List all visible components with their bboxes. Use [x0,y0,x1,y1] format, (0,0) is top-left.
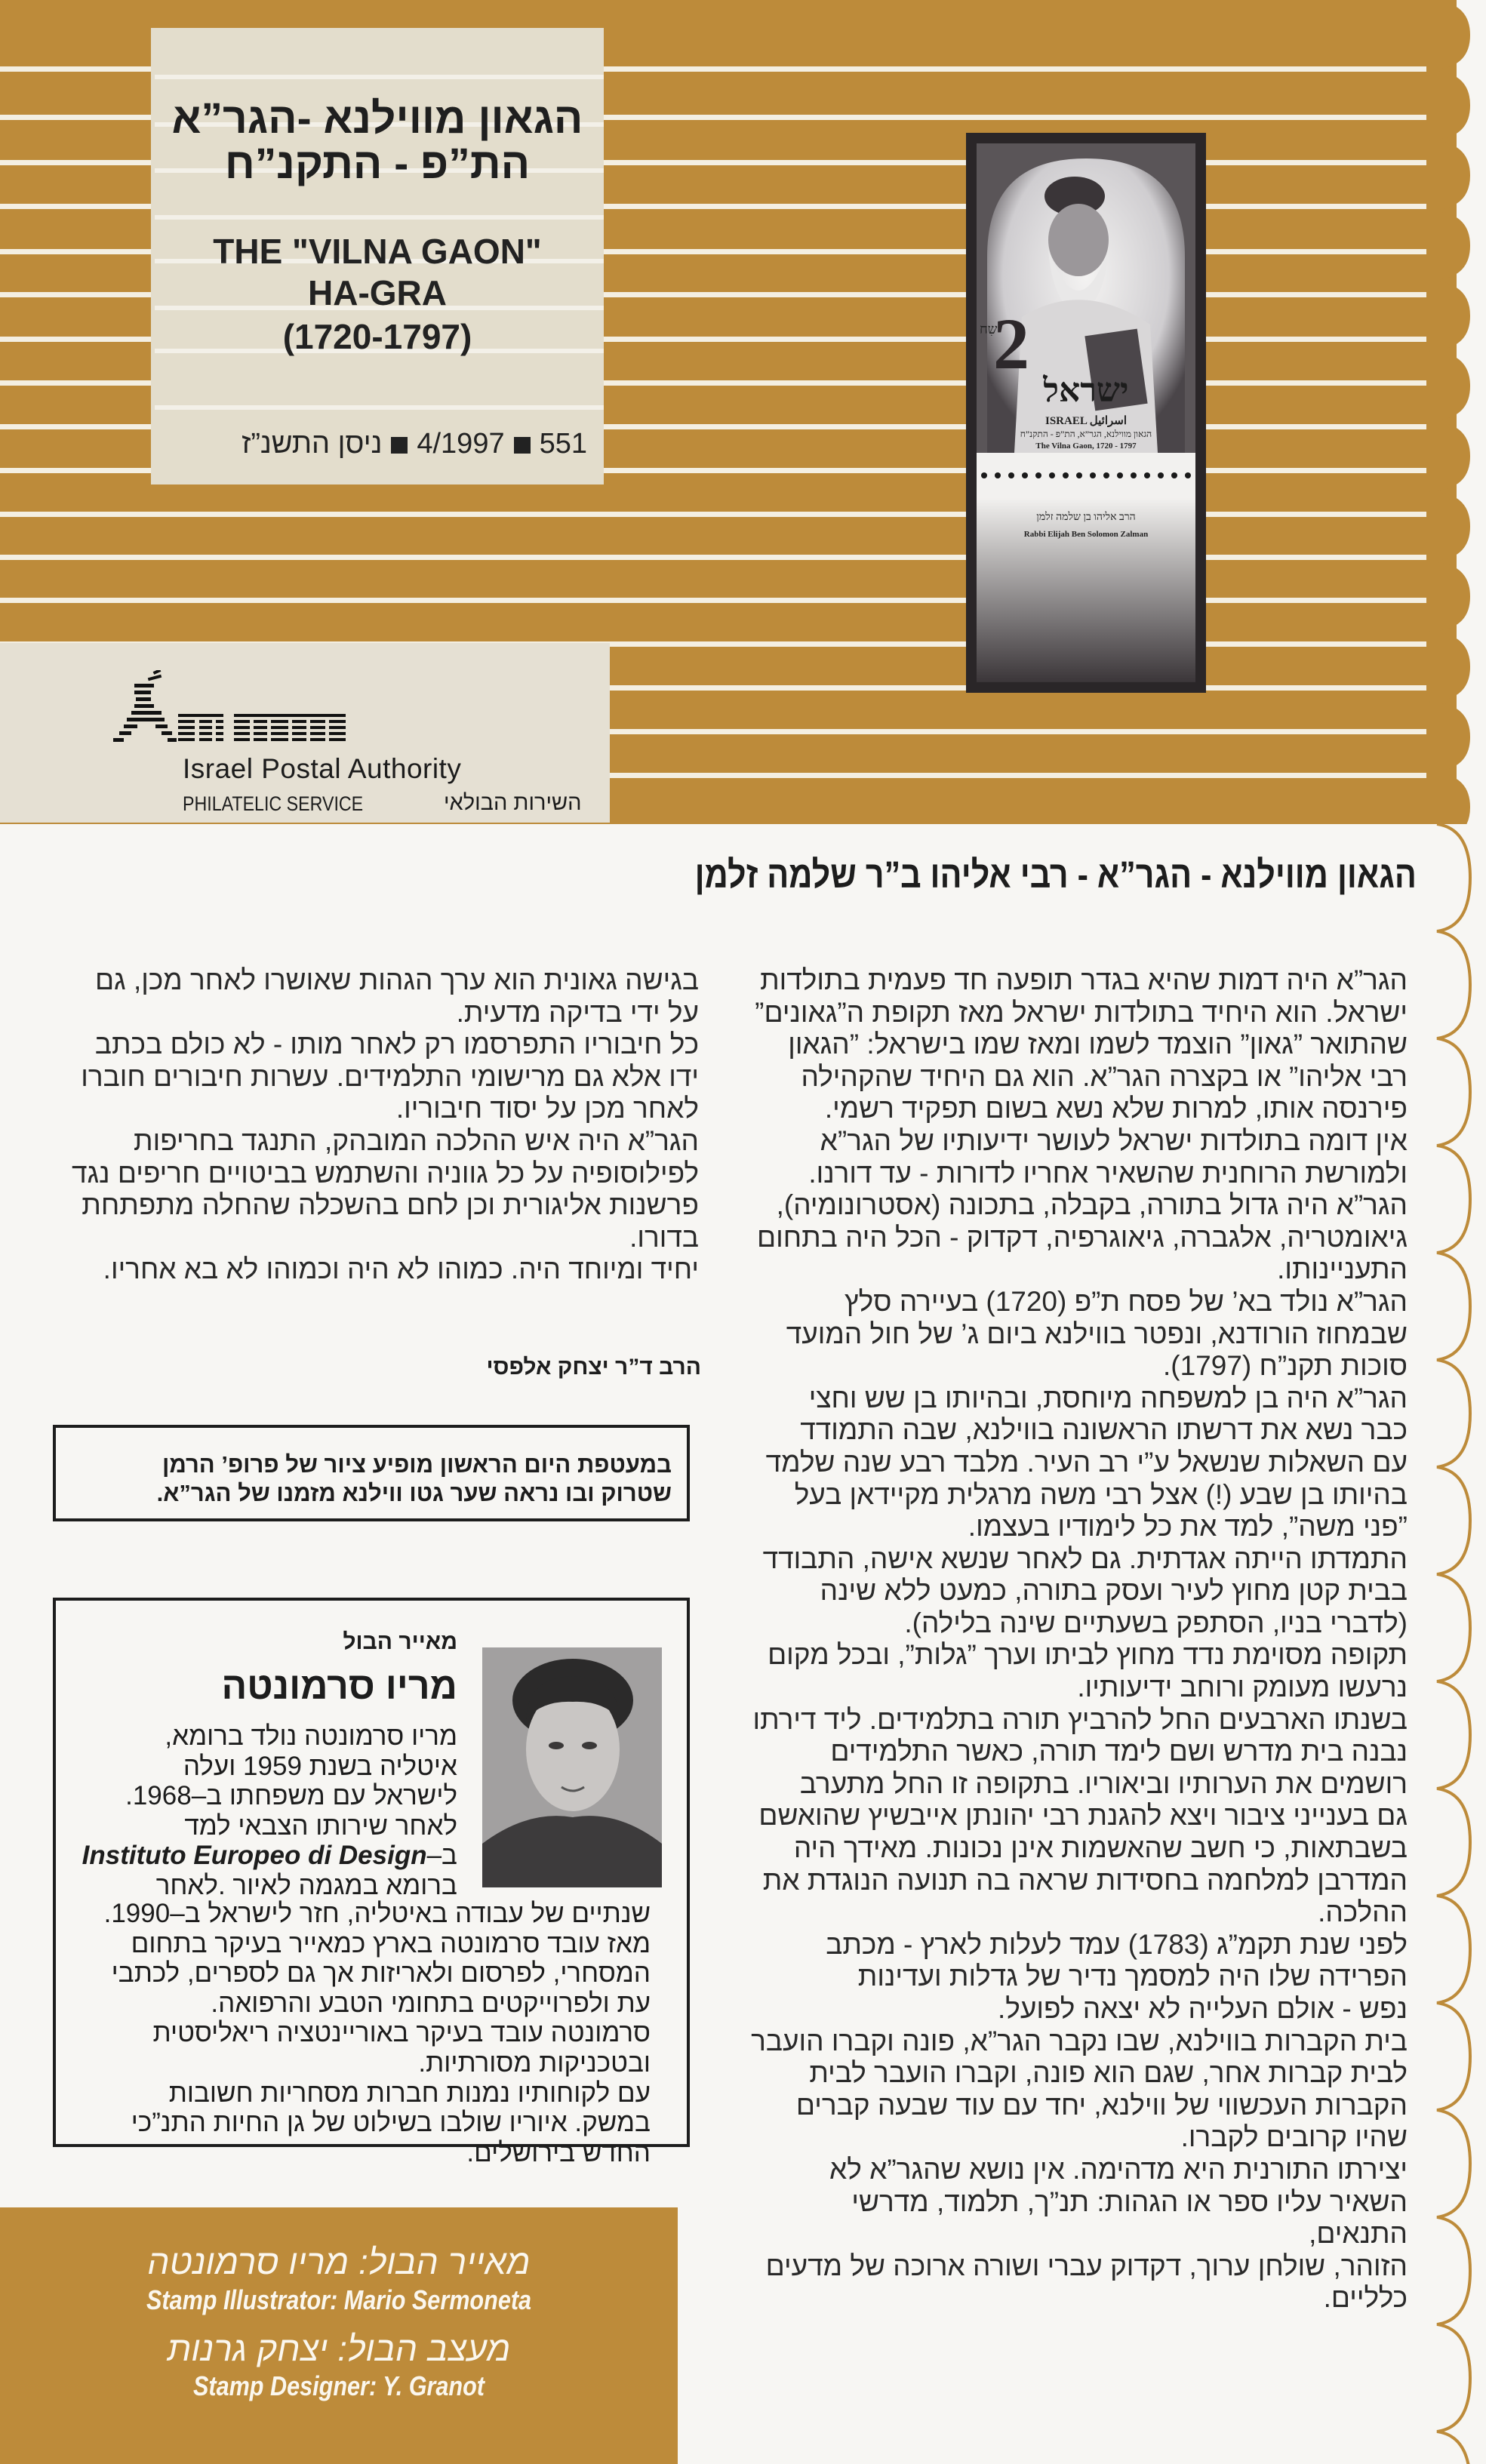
artist-bio-line: עת ולפרוייקטים בתחומי הטבע והרפואה. [211,1988,651,2018]
stamp-denomination: 2 [993,303,1029,384]
illustrator-credit-english: Stamp Illustrator: Mario Sermoneta [146,2284,532,2315]
header-stripe [0,512,1426,517]
article-line: כלליים. [1323,2282,1408,2314]
artist-bio-line: המסחרי, לפרסום ולאריזות אך גם לספרים, לכתבי [111,1958,651,1989]
artist-bio-line: החדש בירושלים. [466,2137,651,2167]
scallop-bumps [1426,0,1470,824]
philatelic-service-hebrew: השירות הבולאי [444,791,582,815]
article-line: פירנסה אותו, למרות שלא נשא בשום תפקיד רשמי. [824,1093,1408,1124]
article-line: ההלכה. [1318,1896,1408,1928]
article-line: ידו אלא גם מרישומי התלמידים. עשרות חיבורים חוברו [81,1060,699,1092]
article-line: שהתואר ”גאון” הוצמד לשמו ומאז שמו בישראל: ”הגאון [788,1029,1408,1060]
header-stripe [0,555,1426,560]
artist-bio-line: במשק. איוריו שולבו בשילוט של גן החיות התנ”כי [131,2108,651,2138]
gold-header-panel [0,0,1457,824]
artist-bio-line: מריו סרמונטה נולד ברומא, [165,1721,457,1751]
article-heading: הגאון מווילנא - הגר”א - רבי אליהו ב”ר שלמה זלמן [694,854,1417,896]
stamp-country-arabic: اسرائيل [1089,415,1128,427]
article-line: לבית קברות אחר, שגם הוא פונה, וקברו הועבר לבית [809,2057,1408,2089]
article-line: נבנה בית מדרש ושם לימד תורה, כאשר התלמידים [830,1736,1408,1767]
title-english-line-3: (1720-1797) [282,317,472,356]
postal-authority-english-name: Israel Postal Authority [183,753,462,784]
institute-name: Instituto Europeo di Design [82,1841,427,1871]
article-line: נפש - אולם העלייה לא יצאה לפועל. [997,1993,1408,2024]
postal-authority-hebrew-wordmark [178,712,346,743]
artist-bio-line: איטליה בשנת 1959 ועלה [183,1751,457,1781]
deer-logo-icon [112,670,180,749]
square-bullet-icon [391,437,408,454]
article-line: הפרידה שלו היה למסמך נדיר של גדלות ועדינות [857,1961,1408,1992]
postal-authority-logo-box [0,643,610,823]
artist-bio-line: לאחר שירותו הצבאי למד [184,1810,457,1841]
article-line: פרשנות אליגורית וכן לחם בהשכלה שהחלה מתפתחת [82,1189,699,1221]
artist-bio-line: עם לקוחותיו נמנות חברות מסחריות חשובות [168,2078,651,2108]
article-line: עם השאלות שנשאל ע”י רב העיר. מלבד רבע שנה שלמד [765,1446,1408,1478]
article-line: התעניינותו. [1277,1254,1408,1285]
credits-panel [0,2207,678,2464]
scalloped-edge-top [1426,0,1486,824]
article-line: בשבתאות, כי חשב שהאשמות אינן נכונות. מאידך היה [793,1832,1408,1864]
article-line: רושמים את הערותיו וביאוריו. בתקופה זו החל מתערב [799,1767,1408,1799]
issue-date: 4/1997 [417,428,505,460]
cover-note-line-1: במעטפת היום הראשון מופיע ציור של פרופ’ הרמן [162,1451,672,1478]
title-hebrew-line-1: הגאון מווילנא -הגר”א [171,94,583,143]
article-line: הגר”א היה בן למשפחה מיוחסת, ובהיותו בן שש וחצי [808,1382,1408,1413]
article-left-column [50,964,699,1286]
article-line: ישראל. הוא היחיד בתולדות ישראל מאז תקופת ה”גאונים” [755,996,1408,1028]
article-line: רבי אליהו” או בקצרה הגר”א. הוא גם היחיד שהקהילה [801,1060,1408,1092]
artist-profile-box [53,1598,690,2167]
article-right-column [747,964,1408,2315]
artist-bio-line: מאז עובד סרמונטה בארץ כמאייר בעיקר בתחום [131,1928,651,1958]
article-line: לפני שנת תקמ”ג (1783) עמד לעלות לארץ - מכתב [826,1928,1408,1960]
article-line: הקברות העכשווי של ווילנא, יחד עם עוד שבעה קברים [795,2089,1408,2121]
article-line: הזוהר, שולחן ערוך, דקדוק עברי ושורה ארוכה של מדעים [765,2250,1408,2281]
article-line: תקופה מסוימת נדד מחוץ לביתו וערך ”גלות”, ובכל מקום [768,1639,1408,1671]
stamp-caption-hebrew: הגאון מווילנא, הגר”א, הת”פ - התקנ”ח [1020,429,1152,439]
square-bullet-icon [514,437,531,454]
article-line: הגר”א היה גדול בתורה, בקבלה, בתכונה (אסטרונומיה), [776,1189,1408,1221]
article-line: הגר”א היה איש ההלכה המובהק, התנגד בחריפות [134,1124,699,1156]
philatelic-service-english: PHILATELIC SERVICE [183,792,364,815]
stamp-image [966,133,1206,693]
article-line: הגר”א היה דמות שהיא בגדר תופעה חד פעמית בתולדות [760,964,1408,995]
artist-portrait-image [482,1647,662,1887]
issue-info [242,428,587,460]
header-stripe [0,598,1426,603]
article-author: הרב ד”ר יצחק אלפסי [486,1355,701,1380]
cover-note-line-2: שטרוק ובו נראה שער גטו ווילנא מזמנו של הגר”א. [156,1480,672,1506]
stamp-country-english: ISRAEL [1045,415,1088,427]
article-line: בדורו. [629,1221,699,1253]
article-line: ”פני משה”, למד את כל לימודיו בעצמו. [968,1511,1408,1543]
first-day-cover-note [53,1425,690,1521]
artist-name: מריו סרמונטה [221,1665,457,1707]
issue-number: 551 [539,428,587,460]
illustrator-credit-hebrew: מאייר הבול: מריו סרמונטה [147,2242,531,2281]
stamp-country-hebrew: ישראל [1043,372,1129,409]
article-line: על ידי בדיקה מדעית. [456,996,699,1028]
artist-label: מאייר הבול [343,1629,457,1654]
stamp-tab-hebrew: הרב אליהו בן שלמה זלמן [1036,512,1136,523]
artist-bio-line: לישראל עם משפחתו ב–1968. [125,1781,457,1811]
designer-credit-hebrew: מעצב הבול: יצחק גרנות [167,2329,511,2368]
artist-bio-line [72,1841,457,1871]
article-line: בבית קטן מחוץ לעיר ועסק בתורה, כמעט ללא שינה [820,1575,1408,1607]
article-line: לפילוסופיה על כל גווניה והשתמש בביטויים חריפים נגד [72,1157,699,1189]
article-line: ולמורשת הרוחנית שהשאיר אחריו לדורות - עד דורנו. [808,1157,1408,1189]
stamp-portrait-illustration [977,143,1195,682]
article-line: בית הקברות בווילנא, שבו נקבר הגר”א, פונה וקברו הועבר [751,2025,1408,2056]
designer-credit-english: Stamp Designer: Y. Granot [192,2370,485,2401]
article-line: שבמחוז הורודנא, ונפטר בווילנא ביום ג’ של חול המועד [786,1318,1408,1349]
article-line: גיאומטריה, אלגברה, גיאוגרפיה, דקדוק - הכל היה בתחום [757,1221,1408,1253]
article-line: כל חיבוריו התפרסמו רק לאחר מותו - לא כולם בכתב [94,1029,699,1060]
article-line: בהיותו בן שבע (!) אצל רבי משה מרגלית מקיידאן בעל [794,1478,1408,1510]
article-line: כבר נשא את דרשתו הראשונה בווילנא, שבה התמודד [800,1414,1408,1446]
institute-prefix: ב– [426,1841,457,1871]
scallop-outline [1437,824,1470,2464]
artist-bio-line: שנתיים של עבודה באיטליה, חזר לישראל ב–1990. [103,1899,651,1928]
article-line: לאחר מכן על יסוד חיבוריו. [395,1093,699,1124]
article-line: נרעשו מעומק ורוחב ידיעותיו. [1077,1672,1408,1703]
stamp-currency: שִח [980,321,998,337]
artist-bio-line: סרמונטה עובד בעיקר באוריינטציה ריאליסטית [152,2018,651,2048]
issue-hebrew-date: ניסן התשנ”ז [242,428,383,460]
scalloped-edge-outline [1426,824,1486,2464]
article-line: אין דומה בתולדות ישראל לעושר ידיעותיו של הגר”א [820,1124,1408,1156]
article-line: יצירתו התורנית היא מדהימה. אין נושא שהגר”א לא [829,2153,1408,2185]
stamp-caption-english: The Vilna Gaon, 1720 - 1797 [1035,441,1137,451]
stamp-country-line [977,414,1195,428]
article-line: (לדברי בניו, הסתפק בשעתיים שינה בלילה). [904,1607,1408,1638]
article-line: יחיד ומיוחד היה. כמוהו לא היה וכמוהו לא בא אחריו. [103,1254,699,1285]
article-line: גם בענייני ציבור ויצא להגנת רבי יהונתן אייבשיץ שהואשם [758,1800,1408,1832]
article-line: סוכות תקנ”ח (1797). [1163,1350,1408,1382]
artist-bio-line: ובטכניקות מסורתיות. [418,2047,651,2078]
stamp-tab-english: Rabbi Elijah Ben Solomon Zalman [1023,530,1149,539]
artist-bio-line: ברומא במגמה לאיור .לאחר [155,1870,457,1900]
artist-bio-top [72,1721,457,1901]
article-line: השאיר עליו ספר או הגהות: תנ”ך, תלמוד, מדרשי התנאים, [851,2186,1408,2250]
article-line: המדרבן למלחמה בחסידות שראה בה תנועה הנוגדת את [762,1864,1408,1896]
article-line: בשנתו הארבעים החל להרביץ תורה בתלמידים. ליד דירתו [752,1703,1408,1735]
article-line: שהיו קרובים לקברו. [1180,2121,1408,2153]
article-line: בגישה גאונית הוא ערך הגהות שאושרו לאחר מכן, גם [94,964,699,995]
title-hebrew-line-2: הת”פ - התקנ”ח [224,140,531,188]
artist-bio-bottom [77,1899,651,2167]
title-box [151,28,604,484]
article-line: התמדתו הייתה אגדתית. גם לאחר שנשא אישה, התבודד [762,1543,1408,1574]
title-english-line-1: THE "VILNA GAON" [213,232,542,271]
article-line: הגר”א נולד בא’ של פסח ת”פ (1720) בעיירה סלץ [845,1285,1408,1317]
title-english-line-2: HA-GRA [308,273,447,312]
artist-photo [482,1647,662,1887]
